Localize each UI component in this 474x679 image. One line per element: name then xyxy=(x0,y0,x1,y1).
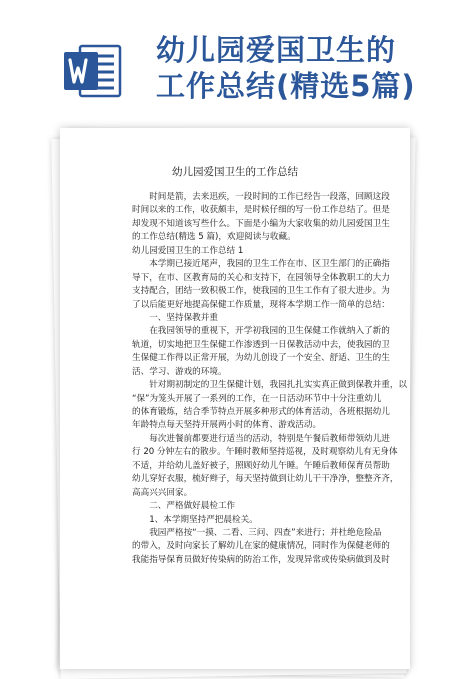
document-line: 导下，在市、区教育局的关心和支持下，在园领导全体教职工的大力 xyxy=(132,272,390,283)
document-line: 二、严格做好晨检工作 xyxy=(132,501,236,512)
document-line: 轨道，切实地把卫生保健工作渗透到一日保教活动中去，使我园的卫 xyxy=(132,339,390,350)
document-line: 活、学习、游戏的环境。 xyxy=(132,366,227,377)
document-line: 每次进餐前都要进行适当的活动，特别是午餐后教师带领幼儿进 xyxy=(132,433,390,444)
document-line: 不适，并给幼儿盖好被子，照顾好幼儿午睡。午睡后教师保育员帮助 xyxy=(132,460,390,471)
document-line: 在我园领导的重视下，开学初我园的卫生保健工作就纳入了新的 xyxy=(132,326,390,337)
document-line: 我园严格按“一摸、二看、三问、四查”来进行；并杜绝危险品 xyxy=(132,527,382,538)
document-line: 1、本学期坚持严把晨检关。 xyxy=(132,514,258,525)
document-line: 的体育锻炼，结合季节特点开展多种形式的体育活动，各班根据幼儿 xyxy=(132,407,390,417)
document-line: 支持配合，团结一致积极工作，使我园的卫生工作有了很大进步。为 xyxy=(132,286,390,297)
document-line: 幼儿穿好衣服，梳好辫子，每天坚持做到让幼儿干干净净，整整齐齐， xyxy=(132,474,399,485)
document-line: 生保健工作得以正常开展，为幼儿创设了一个安全、舒适、卫生的生 xyxy=(132,353,390,364)
document-line: 一、坚持保教并重 xyxy=(132,312,218,323)
document-line: 本学期已接近尾声，我园的卫生工作在市、区卫生部门的正确指 xyxy=(132,259,390,270)
document-line: 却发现不知道该写些什么。下面是小编为大家收集的幼儿园爱国卫生 xyxy=(132,218,390,229)
header-banner xyxy=(0,0,474,120)
document-line: 针对期初制定的卫生保健计划，我园扎扎实实真正做到保教并重，以 xyxy=(132,380,408,391)
document-line: 高高兴兴回家。 xyxy=(132,487,193,498)
document-line: 幼儿园爱国卫生的工作总结 1 xyxy=(132,245,244,256)
document-line: 了以后能更好地提高保健工作质量，现将本学期工作一简单的总结： xyxy=(132,299,390,310)
document-line: 年龄特点每天坚持开展两小时的体育、游戏活动。 xyxy=(132,420,322,431)
word-document-icon xyxy=(62,40,124,102)
document-line: 的工作总结(精选 5 篇)，欢迎阅读与收藏。 xyxy=(132,232,296,243)
document-line: “保”为笼头开展了一系列的工作，在一日活动环节中十分注重幼儿 xyxy=(132,393,382,404)
page-title-line-2: 工作总结(精选5篇) xyxy=(156,69,416,103)
document-page xyxy=(60,128,410,669)
document-line: 的带入，及时向家长了解幼儿在家的健康情况，同时作为保健老师的 xyxy=(132,541,390,552)
page-title-line-1: 幼儿园爱国卫生的 xyxy=(156,33,397,67)
document-preview xyxy=(60,128,410,669)
document-line: 时间是箭，去来迅疾，一段时间的工作已经告一段落，回顾这段 xyxy=(132,192,390,202)
document-line: 行 20 分钟左右的散步。午睡时教师坚持巡视，及时观察幼儿有无身体 xyxy=(132,447,398,458)
document-line: 我能指导保育员做好传染病的防治工作，发现异常或传染病做到及时 xyxy=(132,554,390,565)
document-title: 幼儿园爱国卫生的工作总结 xyxy=(172,166,298,178)
document-body xyxy=(132,191,410,567)
document-line: 时间以来的工作，收获颇丰，是时候仔细的写一份工作总结了。但是 xyxy=(132,205,390,216)
